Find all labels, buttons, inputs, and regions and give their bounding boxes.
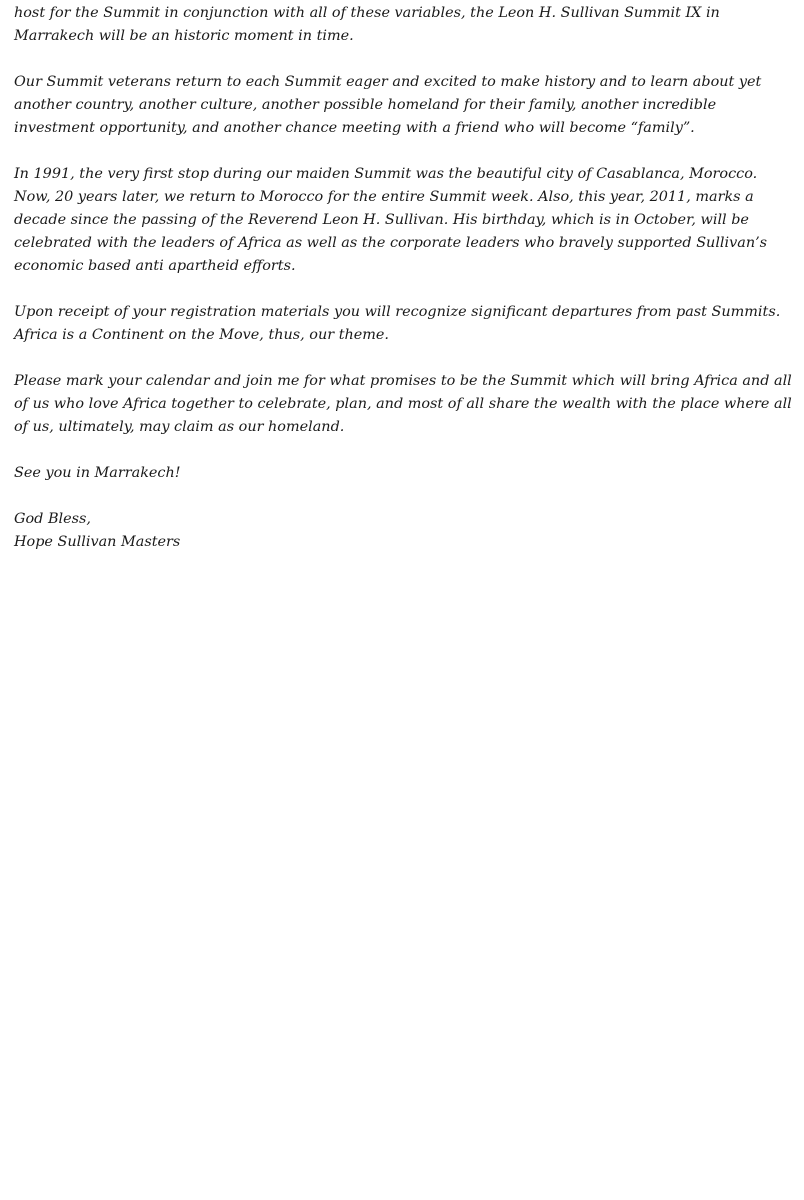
paragraph-summit-host: host for the Summit in conjunction with all of these variables, the Leon H. Sullivan Summit IX in Marrakech will be an historic moment in time. — [14, 5, 720, 44]
signature: Hope Sullivan Masters — [14, 534, 181, 550]
paragraph-summit-veterans: Our Summit veterans return to each Summit eager and excited to make history and to learn about yet another country, another culture, another possible homeland for their family, another incredible investment opportunity, and another chance meeting with a friend who will become “family”. — [14, 74, 762, 136]
closing-line: God Bless, — [14, 511, 91, 527]
paragraph-registration: Upon receipt of your registration materials you will recognize significant departures from past Summits. Africa is a Continent on the Move, thus, our theme. — [14, 304, 781, 343]
paragraph-calendar: Please mark your calendar and join me for what promises to be the Summit which will bring Africa and all of us who love Africa together to celebrate, plan, and most of all share the wealth with the place where all of us, ultimately, may claim as our homeland. — [14, 373, 792, 435]
letter-body — [14, 2, 796, 554]
paragraph-see-you: See you in Marrakech! — [14, 465, 181, 481]
paragraph-history-1991: In 1991, the very first stop during our maiden Summit was the beautiful city of Casablanca, Morocco. Now, 20 years later, we return to Morocco for the entire Summit week. Also, this year, 2011, marks a decade since the passing of the Reverend Leon H. Sullivan. His birthday, which is in October, will be celebrated with the leaders of Africa as well as the corporate leaders who bravely supported Sullivan’s economic based anti apartheid efforts. — [14, 166, 768, 274]
